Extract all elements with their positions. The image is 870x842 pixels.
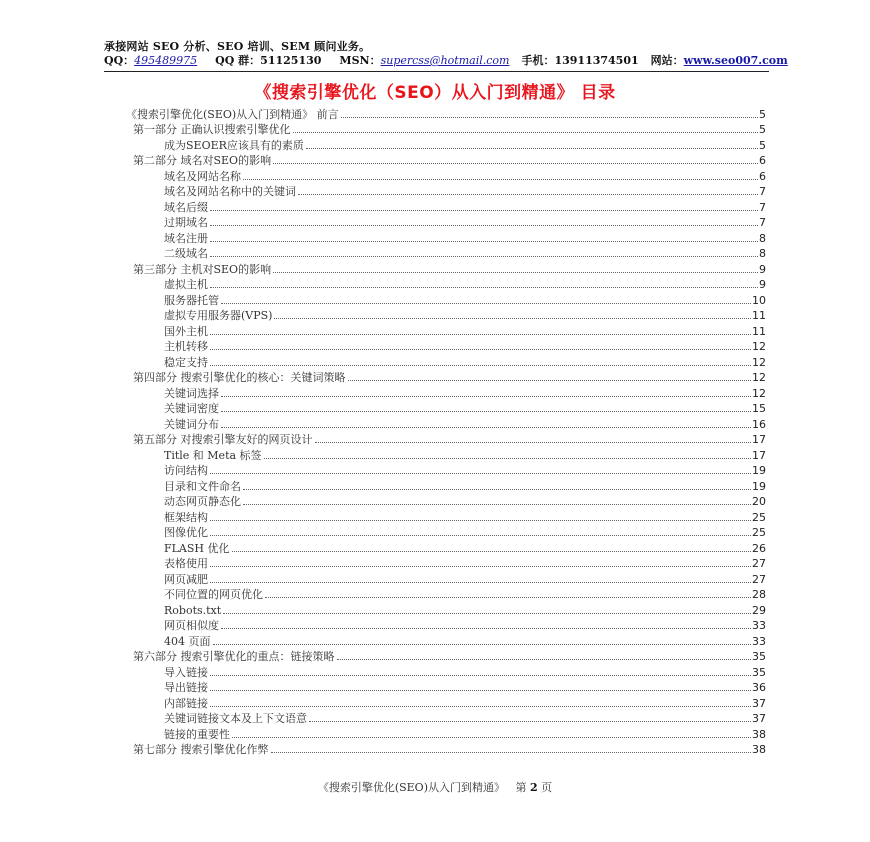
toc-entry-label: FLASH 优化 xyxy=(164,541,230,555)
toc-leader-dots xyxy=(309,720,751,722)
toc-entry-page: 19 xyxy=(752,464,766,477)
toc-entry-label: 成为SEOER应该具有的素质 xyxy=(164,138,304,152)
toc-leader-dots xyxy=(210,565,751,567)
toc-entry[interactable] xyxy=(120,121,766,137)
toc-entry-label: 《搜索引擎优化(SEO)从入门到精通》 前言 xyxy=(126,107,339,121)
toc-entry-page: 11 xyxy=(752,309,766,322)
toc-leader-dots xyxy=(210,255,758,257)
toc-entry-page: 27 xyxy=(752,557,766,570)
toc-leader-dots xyxy=(210,674,751,676)
toc-entry-label: 域名及网站名称中的关键词 xyxy=(164,185,296,198)
toc-leader-dots xyxy=(210,348,751,350)
toc-entry-page: 5 xyxy=(759,138,766,152)
table-of-contents xyxy=(120,105,766,756)
toc-leader-dots xyxy=(232,736,751,738)
toc-entry-label: 目录和文件命名 xyxy=(164,479,241,493)
toc-entry-label: 过期域名 xyxy=(164,216,208,229)
toc-leader-dots xyxy=(221,410,751,412)
page-footer xyxy=(0,779,870,795)
toc-entry[interactable] xyxy=(120,105,766,121)
page-title: 《搜索引擎优化（SEO）从入门到精通》 目录 xyxy=(254,83,616,103)
toc-entry-page: 33 xyxy=(752,619,766,632)
toc-entry-label: 访问结构 xyxy=(164,464,208,477)
toc-leader-dots xyxy=(210,534,751,536)
toc-leader-dots xyxy=(221,395,751,397)
toc-leader-dots xyxy=(221,426,751,428)
toc-leader-dots xyxy=(273,271,758,273)
toc-entry-label: 关键词密度 xyxy=(164,402,219,415)
toc-entry-page: 36 xyxy=(752,681,766,694)
toc-leader-dots xyxy=(210,705,751,707)
toc-entry-page: 37 xyxy=(752,696,766,710)
toc-entry[interactable] xyxy=(120,400,766,416)
toc-leader-dots xyxy=(210,224,758,226)
toc-entry[interactable] xyxy=(120,338,766,354)
qq-group-value: 51125130 xyxy=(260,54,322,67)
toc-entry-page: 12 xyxy=(752,371,766,384)
qq-link[interactable]: 495489975 xyxy=(134,54,198,67)
phone-value: 13911374501 xyxy=(554,54,639,67)
footer-page-prefix: 第 xyxy=(515,781,527,794)
toc-entry[interactable] xyxy=(120,136,766,152)
toc-entry-label: 网页相似度 xyxy=(164,619,219,632)
toc-entry[interactable] xyxy=(120,183,766,199)
toc-leader-dots xyxy=(264,457,751,459)
toc-entry[interactable] xyxy=(120,710,766,726)
toc-leader-dots xyxy=(265,596,751,598)
phone-label: 手机： xyxy=(521,54,555,67)
toc-entry[interactable] xyxy=(120,152,766,168)
toc-entry-page: 19 xyxy=(752,479,766,493)
toc-leader-dots xyxy=(232,550,751,552)
toc-entry[interactable] xyxy=(120,369,766,385)
toc-leader-dots xyxy=(243,178,758,180)
toc-entry[interactable] xyxy=(120,663,766,679)
toc-entry-label: 稳定支持 xyxy=(164,355,208,369)
toc-entry-label: 第二部分 域名对SEO的影响 xyxy=(133,154,272,167)
toc-entry-label: 域名注册 xyxy=(164,231,208,245)
toc-leader-dots xyxy=(210,209,758,211)
toc-entry[interactable] xyxy=(120,214,766,230)
toc-entry[interactable] xyxy=(120,601,766,617)
toc-entry-page: 35 xyxy=(752,665,766,679)
toc-entry-label: Title 和 Meta 标签 xyxy=(164,448,262,462)
toc-entry[interactable] xyxy=(120,446,766,462)
toc-leader-dots xyxy=(243,503,751,505)
toc-entry-label: Robots.txt xyxy=(164,603,222,617)
header-contacts xyxy=(104,54,788,67)
toc-entry[interactable] xyxy=(120,229,766,245)
toc-entry[interactable] xyxy=(120,617,766,633)
toc-leader-dots xyxy=(210,240,758,242)
toc-entry[interactable] xyxy=(120,570,766,586)
toc-entry-label: 不同位置的网页优化 xyxy=(164,588,263,601)
toc-leader-dots xyxy=(293,131,759,133)
toc-entry[interactable] xyxy=(120,679,766,695)
toc-entry-page: 20 xyxy=(752,495,766,508)
footer-page-suffix: 页 xyxy=(541,781,553,794)
toc-entry-page: 7 xyxy=(759,216,766,229)
toc-entry-page: 12 xyxy=(752,340,766,353)
toc-entry-page: 5 xyxy=(759,107,766,121)
toc-entry-page: 37 xyxy=(752,712,766,725)
toc-entry-page: 29 xyxy=(752,603,766,617)
toc-entry-page: 7 xyxy=(759,200,766,214)
toc-leader-dots xyxy=(306,147,758,149)
toc-entry-label: 动态网页静态化 xyxy=(164,495,241,508)
toc-entry-label: 第六部分 搜索引擎优化的重点：链接策略 xyxy=(133,650,335,663)
toc-entry-label: 网页减肥 xyxy=(164,572,208,586)
toc-leader-dots xyxy=(298,193,758,195)
toc-entry-page: 10 xyxy=(752,293,766,307)
toc-entry[interactable] xyxy=(120,725,766,741)
header-services: 承接网站 SEO 分析、SEO 培训、SEM 顾问业务。 xyxy=(104,40,371,53)
toc-entry-page: 7 xyxy=(759,185,766,198)
toc-leader-dots xyxy=(221,627,751,629)
toc-entry[interactable] xyxy=(120,632,766,648)
footer-page-number: 2 xyxy=(530,781,538,794)
website-label: 网站： xyxy=(650,54,684,67)
toc-entry[interactable] xyxy=(120,648,766,664)
toc-entry-label: 导出链接 xyxy=(164,681,208,694)
toc-entry-label: 404 页面 xyxy=(164,634,211,648)
toc-entry-page: 12 xyxy=(752,355,766,369)
toc-entry-page: 12 xyxy=(752,386,766,400)
toc-entry[interactable] xyxy=(120,260,766,276)
toc-entry-page: 11 xyxy=(752,324,766,338)
toc-entry-label: 第四部分 搜索引擎优化的核心：关键词策略 xyxy=(133,371,346,384)
toc-entry[interactable] xyxy=(120,431,766,447)
toc-leader-dots xyxy=(213,643,752,645)
qq-group-label: QQ 群： xyxy=(215,54,261,67)
toc-leader-dots xyxy=(274,317,751,319)
toc-entry-label: 关键词分布 xyxy=(164,417,219,431)
toc-entry-page: 9 xyxy=(759,262,766,276)
toc-entry[interactable] xyxy=(120,307,766,323)
toc-entry-page: 33 xyxy=(752,634,766,648)
toc-entry-page: 9 xyxy=(759,278,766,291)
toc-entry-label: 第一部分 正确认识搜索引擎优化 xyxy=(133,123,291,136)
toc-entry-page: 8 xyxy=(759,231,766,245)
toc-leader-dots xyxy=(210,364,751,366)
website-link[interactable]: www.seo007.com xyxy=(683,54,788,67)
toc-leader-dots xyxy=(210,581,751,583)
toc-entry[interactable] xyxy=(120,415,766,431)
toc-entry-page: 8 xyxy=(759,247,766,260)
toc-entry-label: 导入链接 xyxy=(164,665,208,679)
toc-entry-page: 16 xyxy=(752,417,766,431)
toc-entry[interactable] xyxy=(120,694,766,710)
toc-entry-label: 域名及网站名称 xyxy=(164,169,241,183)
toc-entry-label: 关键词选择 xyxy=(164,386,219,400)
toc-entry-label: 第三部分 主机对SEO的影响 xyxy=(133,262,272,276)
toc-entry-page: 35 xyxy=(752,650,766,663)
toc-entry-label: 域名后缀 xyxy=(164,200,208,214)
toc-entry[interactable] xyxy=(120,741,766,757)
toc-leader-dots xyxy=(210,286,758,288)
toc-entry[interactable] xyxy=(120,167,766,183)
toc-entry[interactable] xyxy=(120,586,766,602)
toc-entry[interactable] xyxy=(120,477,766,493)
toc-leader-dots xyxy=(210,689,751,691)
toc-leader-dots xyxy=(315,441,752,443)
toc-leader-dots xyxy=(271,751,752,753)
toc-leader-dots xyxy=(210,472,751,474)
toc-leader-dots xyxy=(221,302,751,304)
toc-entry[interactable] xyxy=(120,539,766,555)
toc-entry-label: 虚拟专用服务器(VPS) xyxy=(164,309,273,322)
toc-entry[interactable] xyxy=(120,291,766,307)
toc-leader-dots xyxy=(348,379,752,381)
msn-link[interactable]: supercss@hotmail.com xyxy=(380,54,510,67)
toc-leader-dots xyxy=(337,658,752,660)
toc-entry[interactable] xyxy=(120,322,766,338)
toc-entry[interactable] xyxy=(120,353,766,369)
toc-entry-page: 17 xyxy=(752,448,766,462)
toc-entry-page: 6 xyxy=(759,169,766,183)
toc-entry-label: 二级域名 xyxy=(164,247,208,260)
toc-entry[interactable] xyxy=(120,276,766,292)
toc-entry[interactable] xyxy=(120,493,766,509)
toc-entry-page: 5 xyxy=(759,123,766,136)
toc-leader-dots xyxy=(273,162,758,164)
toc-entry-label: 关键词链接文本及上下文语意 xyxy=(164,712,307,725)
toc-leader-dots xyxy=(223,612,751,614)
toc-leader-dots xyxy=(210,333,751,335)
toc-entry-page: 25 xyxy=(752,510,766,524)
toc-entry-page: 15 xyxy=(752,402,766,415)
toc-entry-label: 图像优化 xyxy=(164,526,208,539)
toc-entry[interactable] xyxy=(120,555,766,571)
toc-entry-label: 虚拟主机 xyxy=(164,278,208,291)
header-divider xyxy=(104,71,769,72)
toc-leader-dots xyxy=(341,116,758,118)
toc-entry-label: 第七部分 搜索引擎优化作弊 xyxy=(133,743,269,756)
page-header xyxy=(104,40,788,67)
toc-entry[interactable] xyxy=(120,462,766,478)
qq-label: QQ： xyxy=(104,54,135,67)
toc-entry[interactable] xyxy=(120,384,766,400)
toc-entry[interactable] xyxy=(120,245,766,261)
toc-entry[interactable] xyxy=(120,524,766,540)
toc-entry-page: 28 xyxy=(752,588,766,601)
toc-entry[interactable] xyxy=(120,508,766,524)
toc-entry-label: 框架结构 xyxy=(164,510,208,524)
toc-entry-label: 主机转移 xyxy=(164,340,208,353)
toc-entry-label: 链接的重要性 xyxy=(164,727,230,741)
footer-book-title: 《搜索引擎优化(SEO)从入门到精通》 xyxy=(317,781,505,794)
toc-entry-page: 26 xyxy=(752,541,766,555)
toc-entry-label: 表格使用 xyxy=(164,557,208,570)
toc-leader-dots xyxy=(243,488,751,490)
toc-leader-dots xyxy=(210,519,751,521)
toc-entry-page: 38 xyxy=(752,727,766,741)
toc-entry-page: 25 xyxy=(752,526,766,539)
toc-entry-page: 6 xyxy=(759,154,766,167)
toc-entry-label: 第五部分 对搜索引擎友好的网页设计 xyxy=(133,433,313,446)
toc-entry[interactable] xyxy=(120,198,766,214)
toc-entry-label: 内部链接 xyxy=(164,696,208,710)
toc-entry-label: 国外主机 xyxy=(164,324,208,338)
toc-entry-page: 38 xyxy=(752,743,766,756)
toc-entry-label: 服务器托管 xyxy=(164,293,219,307)
msn-label: MSN： xyxy=(339,54,381,67)
toc-entry-page: 27 xyxy=(752,572,766,586)
toc-entry-page: 17 xyxy=(752,433,766,446)
